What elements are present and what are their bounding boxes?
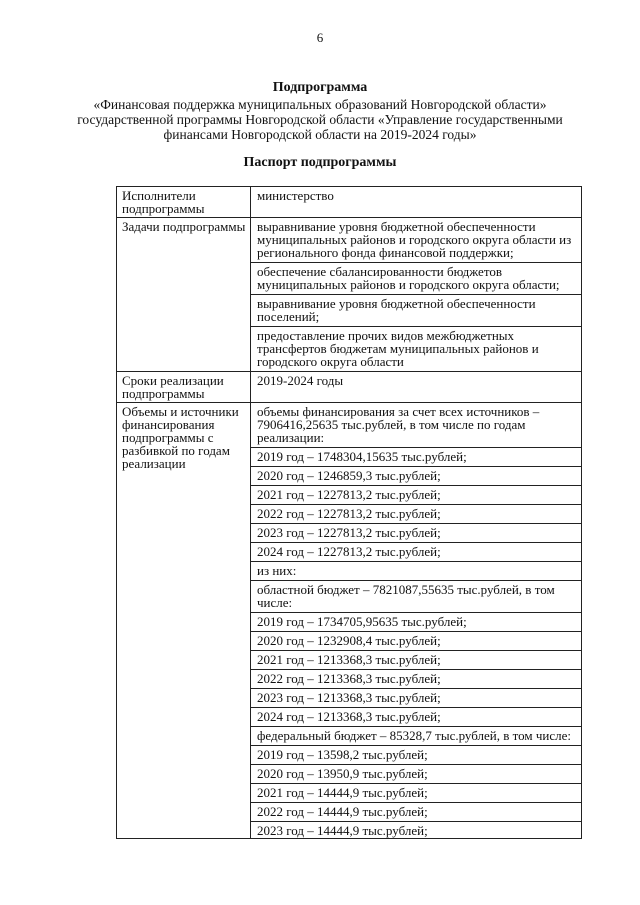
list-item: 2019 год – 13598,2 тыс.рублей; [251, 746, 581, 765]
list-item: федеральный бюджет – 85328,7 тыс.рублей, в том числе: [251, 727, 581, 746]
document-title: Подпрограмма [272, 80, 368, 95]
row-content [251, 218, 582, 372]
list-item: 2020 год – 1246859,3 тыс.рублей; [251, 467, 581, 486]
list-item: 2020 год – 13950,9 тыс.рублей; [251, 765, 581, 784]
row-content [251, 372, 582, 403]
passport-table [116, 186, 582, 839]
list-item: областной бюджет – 7821087,55635 тыс.рублей, в том числе: [251, 581, 581, 613]
list-item: 2024 год – 1213368,3 тыс.рублей; [251, 708, 581, 727]
document-subtitle: «Финансовая поддержка муниципальных образований Новгородской области» государственной программы Новгородской области «Управление государственными финансами Новгородской области на 2019-2024 годы» [77, 97, 563, 142]
row-label: Сроки реализации подпрограммы [117, 372, 251, 403]
list-item: выравнивание уровня бюджетной обеспеченности муниципальных районов и городского округа области из регионального фонда финансовой поддержки; [251, 218, 581, 263]
row-label: Объемы и источники финансирования подпрограммы с разбивкой по годам реализации [117, 403, 251, 839]
row-content [251, 403, 582, 839]
list-item: 2024 год – 1227813,2 тыс.рублей; [251, 543, 581, 562]
list-item: 2021 год – 1213368,3 тыс.рублей; [251, 651, 581, 670]
list-item: 2022 год – 14444,9 тыс.рублей; [251, 803, 581, 822]
row-label: Задачи подпрограммы [117, 218, 251, 372]
list-item: 2020 год – 1232908,4 тыс.рублей; [251, 632, 581, 651]
list-item: 2022 год – 1227813,2 тыс.рублей; [251, 505, 581, 524]
list-item: выравнивание уровня бюджетной обеспеченности поселений; [251, 295, 581, 327]
list-item: 2023 год – 1227813,2 тыс.рублей; [251, 524, 581, 543]
list-item: объемы финансирования за счет всех источников – 7906416,25635 тыс.рублей, в том числе по годам реализации: [251, 403, 581, 448]
list-item: 2021 год – 14444,9 тыс.рублей; [251, 784, 581, 803]
list-item: предоставление прочих видов межбюджетных трансфертов бюджетам муниципальных районов и городского округа области [257, 328, 539, 369]
list-item: 2023 год – 1213368,3 тыс.рублей; [251, 689, 581, 708]
table-row [117, 403, 582, 839]
list-item: обеспечение сбалансированности бюджетов муниципальных районов и городского округа области; [251, 263, 581, 295]
list-item: из них: [251, 562, 581, 581]
row-content [251, 187, 582, 218]
row-label: Исполнители подпрограммы [117, 187, 251, 218]
list-item: 2019 год – 1734705,95635 тыс.рублей; [251, 613, 581, 632]
list-item: 2022 год – 1213368,3 тыс.рублей; [251, 670, 581, 689]
passport-title: Паспорт подпрограммы [243, 155, 397, 170]
list-item: 2019-2024 годы [257, 373, 344, 388]
list-item: 2023 год – 14444,9 тыс.рублей; [257, 823, 428, 838]
page-number: 6 [316, 30, 324, 45]
table-row [117, 187, 582, 218]
list-item: 2021 год – 1227813,2 тыс.рублей; [251, 486, 581, 505]
table-row [117, 218, 582, 372]
table-row [117, 372, 582, 403]
list-item: министерство [257, 188, 334, 203]
list-item: 2019 год – 1748304,15635 тыс.рублей; [251, 448, 581, 467]
